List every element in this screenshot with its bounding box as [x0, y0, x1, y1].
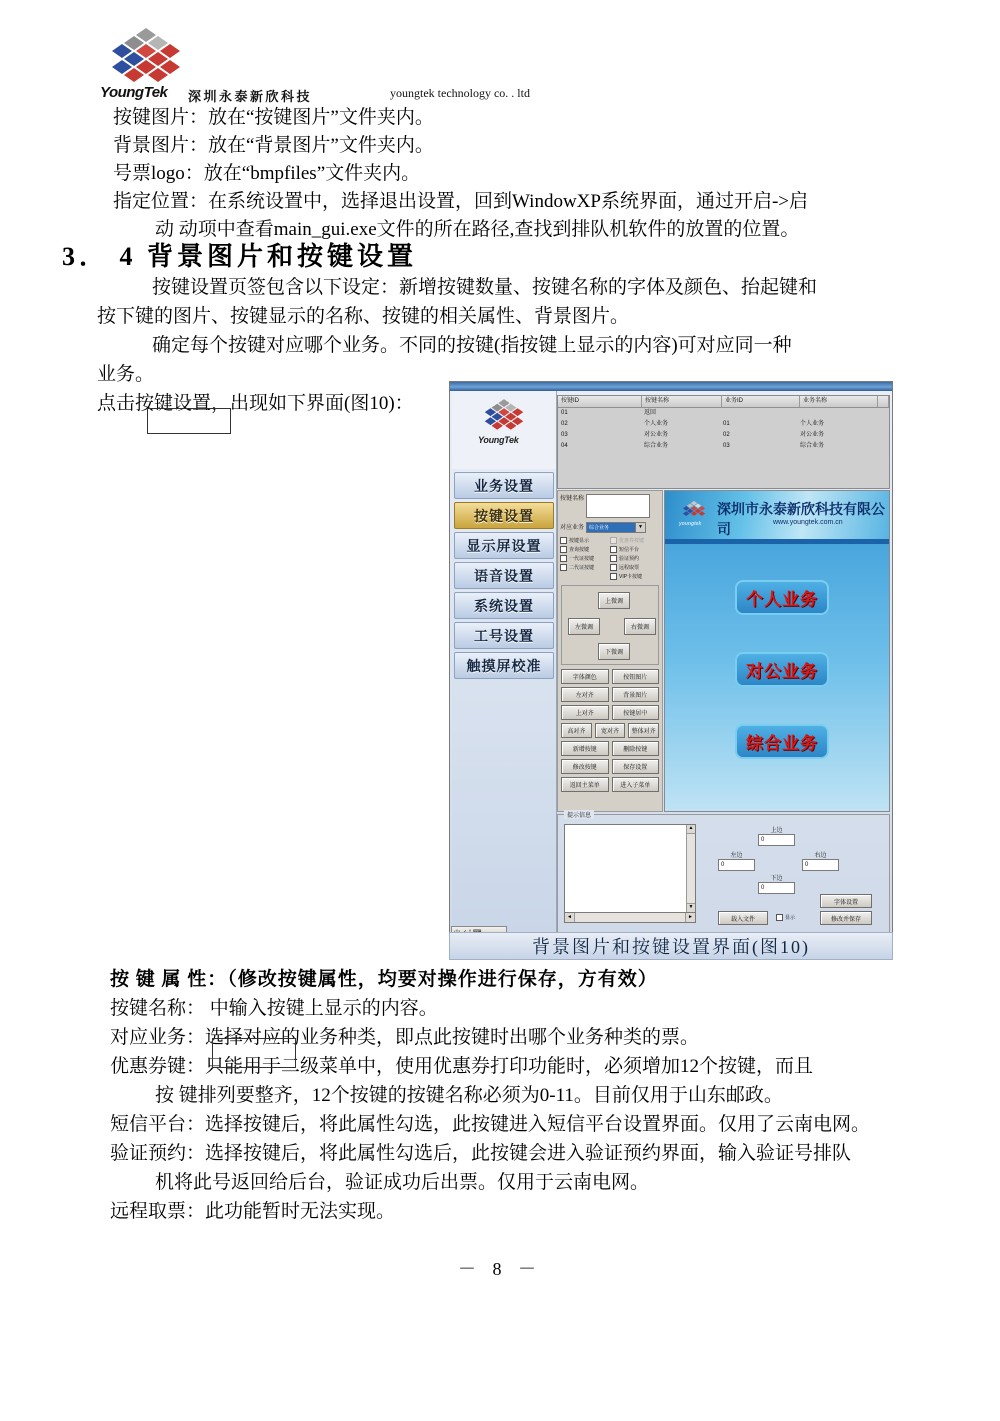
service-label: 对应业务 — [560, 525, 585, 531]
checkbox-gen2-id-key[interactable] — [560, 563, 610, 572]
sidebar-item-staff-settings[interactable] — [454, 622, 554, 649]
section-heading: 3． 4 背景图片和按键设置 — [62, 242, 418, 271]
cell-key-id: 03 — [561, 432, 568, 438]
checkbox-label: 查询按键 — [569, 547, 590, 553]
align-left-button[interactable]: 左对齐 — [561, 687, 609, 702]
checkbox-label: 二代证按键 — [569, 565, 595, 571]
service-select-row — [558, 518, 662, 533]
checkbox-box-icon[interactable] — [610, 546, 617, 553]
scroll-up-icon[interactable]: ▲ — [687, 825, 695, 834]
grid-header-row — [558, 396, 889, 408]
table-row[interactable] — [558, 430, 889, 441]
cell-extra — [874, 441, 889, 452]
action-row — [561, 705, 659, 720]
para1-line1: 按键设置页签包含以下设定：新增按键数量、按键名称的字体及颜色、抬起键和 — [152, 277, 818, 298]
intro-line-2: 背景图片：放在“背景图片”文件夹内。 — [113, 135, 434, 156]
cell-key-id: 01 — [561, 410, 568, 416]
width-align-button[interactable]: 宽对齐 — [595, 723, 626, 738]
preview-company-name: 深圳市永泰新欣科技有限公司 — [717, 503, 885, 538]
sidebar-item-display-settings[interactable] — [454, 532, 554, 559]
checkbox-query-key[interactable] — [560, 545, 610, 554]
load-file-button[interactable]: 载入文件 — [718, 911, 768, 925]
action-row — [561, 723, 659, 738]
intro-line-1: 按键图片：放在“按键图片”文件夹内。 — [113, 107, 434, 128]
note-verify-appointment-cont: 机将此号返回给后台，验证成功后出票。仅用于云南电网。 — [155, 1172, 650, 1193]
sidebar-item-key-settings[interactable] — [454, 502, 554, 529]
checkbox-coupon-key — [610, 536, 660, 545]
action-row — [561, 759, 659, 774]
sidebar-item-label: 语音设置 — [474, 569, 534, 585]
preview-key-corporate-business[interactable]: 对公业务 — [735, 652, 829, 687]
cell-service-id: 03 — [723, 443, 730, 449]
margin-bottom-field — [758, 873, 795, 894]
checkbox-label: 一代证按键 — [569, 556, 595, 562]
margin-top-field — [758, 825, 795, 846]
checkbox-box-icon[interactable] — [560, 555, 567, 562]
youngtek-logo-icon — [100, 26, 192, 86]
grid-col-extra — [878, 396, 889, 407]
grid-col-service-name: 业务名称 — [800, 396, 878, 407]
margin-left-input[interactable]: 0 — [718, 859, 755, 871]
checkbox-box-icon[interactable] — [776, 914, 783, 921]
save-and-modify-button[interactable]: 修改并保存 — [820, 911, 872, 925]
margin-right-label: 右边 — [814, 853, 827, 859]
action-row — [561, 777, 659, 792]
para2-line2: 业务。 — [97, 364, 155, 385]
enter-submenu-button[interactable]: 进入子菜单 — [612, 777, 660, 792]
masthead-company-cn: 深圳永泰新欣科技 — [188, 89, 313, 104]
key-name-label: 按键名称 — [560, 496, 585, 502]
cell-key-name: 返回 — [644, 410, 657, 416]
checkbox-gen1-id-key[interactable] — [560, 554, 610, 563]
table-row[interactable] — [558, 419, 889, 430]
scroll-down-icon[interactable]: ▼ — [688, 905, 694, 910]
nudge-right-button[interactable]: 右微调 — [624, 618, 656, 635]
checkbox-remote-ticket[interactable] — [610, 563, 660, 572]
checkbox-label: 优惠券按键 — [619, 538, 645, 544]
scan-artifact-box-1 — [147, 408, 231, 434]
sidebar-item-label: 业务设置 — [474, 479, 534, 495]
sidebar-brand-wordmark: YoungTek — [478, 435, 519, 445]
sidebar-item-label: 工号设置 — [474, 629, 534, 645]
overall-align-button[interactable]: 整体对齐 — [628, 723, 659, 738]
delete-key-button[interactable]: 删除按键 — [612, 741, 660, 756]
checkbox-vip-card-key[interactable] — [610, 572, 660, 581]
height-align-button[interactable]: 高对齐 — [561, 723, 592, 738]
note-coupon-key: 优惠券键：只能用于二级菜单中，使用优惠券打印功能时，必须增加12个按键，而且 — [110, 1056, 814, 1077]
cell-key-id: 04 — [561, 443, 568, 449]
font-color-button[interactable]: 字体颜色 — [561, 669, 609, 684]
action-row — [561, 741, 659, 756]
checkbox-box-icon[interactable] — [560, 537, 567, 544]
note-key-name: 按键名称： 中输入按键上显示的内容。 — [110, 998, 438, 1019]
nudge-pad — [561, 585, 659, 665]
brand-wordmark: YoungTek — [100, 84, 168, 101]
margin-bottom-input[interactable]: 0 — [758, 882, 795, 894]
checkbox-label: 按键显示 — [569, 538, 590, 544]
save-settings-button[interactable]: 保存设置 — [612, 759, 660, 774]
tips-vertical-scrollbar[interactable] — [686, 825, 695, 912]
nudge-up-button[interactable]: 上微调 — [598, 592, 630, 609]
youngtek-logo-icon-small — [478, 397, 530, 433]
checkbox-column-right — [610, 536, 660, 581]
preview-logo-icon — [679, 499, 709, 521]
margin-left-label: 左边 — [730, 853, 743, 859]
note-remote-ticket: 远程取票：此功能暂时无法实现。 — [110, 1201, 396, 1222]
scan-artifact-box-2 — [212, 1038, 296, 1068]
masthead — [100, 26, 920, 104]
figure-caption: 背景图片和按键设置界面(图10) — [449, 932, 893, 960]
checkbox-box-icon[interactable] — [610, 564, 617, 571]
intro-line-5: 动 动项中查看main_gui.exe文件的所在路径,查找到排队机软件的放置的位置。 — [155, 219, 800, 240]
margin-right-input[interactable]: 0 — [802, 859, 839, 871]
action-row — [561, 687, 659, 702]
background-image-button[interactable]: 背景图片 — [612, 687, 660, 702]
nudge-down-button[interactable]: 下微调 — [598, 643, 630, 660]
para3-line1: 点击按键设置，出现如下界面(图10)： — [97, 393, 414, 414]
masthead-company-en: youngtek technology co. . ltd — [390, 86, 530, 100]
sidebar-item-system-settings[interactable] — [454, 592, 554, 619]
add-key-button[interactable]: 新增按键 — [561, 741, 609, 756]
nudge-left-button[interactable]: 左微调 — [568, 618, 600, 635]
checkbox-box-icon[interactable] — [560, 564, 567, 571]
para1-line2: 按下键的图片、按键显示的名称、按键的相关属性、背景图片。 — [97, 306, 630, 327]
intro-line-4: 指定位置：在系统设置中，选择退出设置，回到WindowXP系统界面，通过开启->启 — [113, 191, 809, 212]
app-sidebar — [452, 391, 557, 939]
intro-line-3: 号票logo：放在“bmpfiles”文件夹内。 — [113, 163, 421, 184]
checkbox-column-left — [560, 536, 610, 581]
scroll-left-icon[interactable]: ◄ — [565, 913, 575, 922]
sidebar-item-touch-calibration[interactable] — [454, 652, 554, 679]
app-title-bar — [450, 382, 892, 391]
scroll-right-icon[interactable]: ► — [685, 913, 695, 922]
cell-key-name: 综合业务 — [644, 443, 669, 449]
margin-top-input[interactable]: 0 — [758, 834, 795, 846]
tips-textarea[interactable] — [564, 824, 696, 913]
sidebar-item-label: 显示屏设置 — [466, 539, 542, 555]
margin-top-label: 上边 — [770, 828, 783, 834]
preview-header — [665, 491, 889, 539]
checkbox-box-icon[interactable] — [560, 546, 567, 553]
checkbox-label: 验证预约 — [619, 556, 640, 562]
back-to-main-menu-button[interactable]: 返回主菜单 — [561, 777, 609, 792]
tips-horizontal-scrollbar[interactable] — [564, 912, 696, 923]
grid-col-key-name: 按键名称 — [642, 396, 722, 407]
grid-col-key-id: 按键ID — [558, 396, 642, 407]
tips-group-legend: 提示信息 — [564, 810, 594, 819]
para2-line1: 确定每个按键对应哪个业务。不同的按键(指按键上显示的内容)可对应同一种 — [152, 335, 792, 356]
figure-app-screenshot — [449, 381, 893, 949]
key-name-input[interactable] — [586, 494, 650, 518]
show-checkbox-label: 显示 — [785, 915, 796, 921]
cell-key-id: 02 — [561, 421, 568, 427]
preview-company-url: www.youngtek.com.cn — [773, 519, 843, 526]
note-coupon-key-cont: 按 键排列要整齐，12个按键的按键名称必须为0-11。目前仅用于山东邮政。 — [155, 1085, 783, 1106]
service-select[interactable] — [586, 522, 646, 533]
show-checkbox[interactable] — [776, 913, 795, 922]
align-top-button[interactable]: 上对齐 — [561, 705, 609, 720]
app-client-area — [450, 391, 892, 939]
cell-service-name: 个人业务 — [800, 421, 825, 427]
grid-col-service-id: 业务ID — [722, 396, 800, 407]
checkbox-box-icon[interactable] — [610, 573, 617, 580]
cell-service-id: 02 — [723, 432, 730, 438]
key-list-grid[interactable] — [557, 395, 890, 489]
button-image-button[interactable]: 按钮图片 — [612, 669, 660, 684]
sidebar-item-voice-settings[interactable] — [454, 562, 554, 589]
cell-service-name — [797, 408, 874, 419]
checkbox-label: 远程取票 — [619, 565, 640, 571]
chevron-down-icon[interactable]: ▼ — [635, 523, 645, 532]
cell-service-id — [720, 408, 797, 419]
margin-left-field — [718, 850, 755, 871]
tips-group-box — [557, 814, 890, 934]
table-row[interactable] — [558, 408, 889, 419]
note-service: 对应业务：选择对应的业务种类，即点此按键时出哪个业务种类的票。 — [110, 1027, 700, 1048]
preview-brand-wordmark: youngtek — [679, 521, 702, 527]
note-sms-platform: 短信平台：选择按键后，将此属性勾选，此按键进入短信平台设置界面。仅用了云南电网。 — [110, 1114, 871, 1135]
checkbox-sms-platform[interactable] — [610, 545, 660, 554]
table-row[interactable] — [558, 441, 889, 452]
note-key-attributes: 按 键 属 性：（修改按键属性，均要对操作进行保存，方有效） — [110, 969, 658, 990]
checkbox-verify-appointment[interactable] — [610, 554, 660, 563]
checkbox-label: VIP卡按键 — [619, 574, 643, 580]
checkbox-box-icon — [610, 537, 617, 544]
cell-extra — [874, 419, 889, 430]
cell-key-name: 个人业务 — [644, 421, 669, 427]
page-number: － 8 － — [458, 1259, 542, 1279]
sidebar-item-label: 系统设置 — [474, 599, 534, 615]
key-name-row — [558, 491, 662, 518]
preview-stage — [665, 544, 889, 811]
checkbox-key-display[interactable] — [560, 536, 610, 545]
preview-key-personal-business[interactable]: 个人业务 — [735, 580, 829, 615]
action-row — [561, 669, 659, 684]
cell-key-name: 对公业务 — [644, 432, 669, 438]
cell-service-name: 综合业务 — [800, 443, 825, 449]
checkbox-box-icon[interactable] — [610, 555, 617, 562]
action-button-grid — [561, 669, 659, 792]
preview-key-general-business[interactable]: 综合业务 — [735, 724, 829, 759]
margin-right-field — [802, 850, 839, 871]
sidebar-logo — [452, 391, 556, 469]
cell-extra — [874, 430, 889, 441]
cell-extra — [874, 408, 889, 419]
checkbox-label: 短信平台 — [619, 547, 640, 553]
note-verify-appointment: 验证预约：选择按键后，将此属性勾选后，此按键会进入验证预约界面，输入验证号排队 — [110, 1143, 852, 1164]
modify-key-button[interactable]: 修改按键 — [561, 759, 609, 774]
key-attribute-checkboxes — [558, 533, 662, 581]
sidebar-item-label: 按键设置 — [474, 509, 534, 525]
sidebar-item-label: 触摸屏校准 — [466, 659, 542, 675]
kiosk-preview-panel[interactable] — [664, 490, 890, 812]
font-settings-button[interactable]: 字体设置 — [820, 894, 872, 908]
cell-service-id: 01 — [723, 421, 730, 427]
service-select-value: 综合业务 — [589, 525, 610, 531]
sidebar-item-business-settings[interactable] — [454, 472, 554, 499]
margin-bottom-label: 下边 — [770, 876, 783, 882]
key-properties-panel — [557, 490, 663, 812]
center-key-button[interactable]: 按键居中 — [612, 705, 660, 720]
cell-service-name: 对公业务 — [800, 432, 825, 438]
